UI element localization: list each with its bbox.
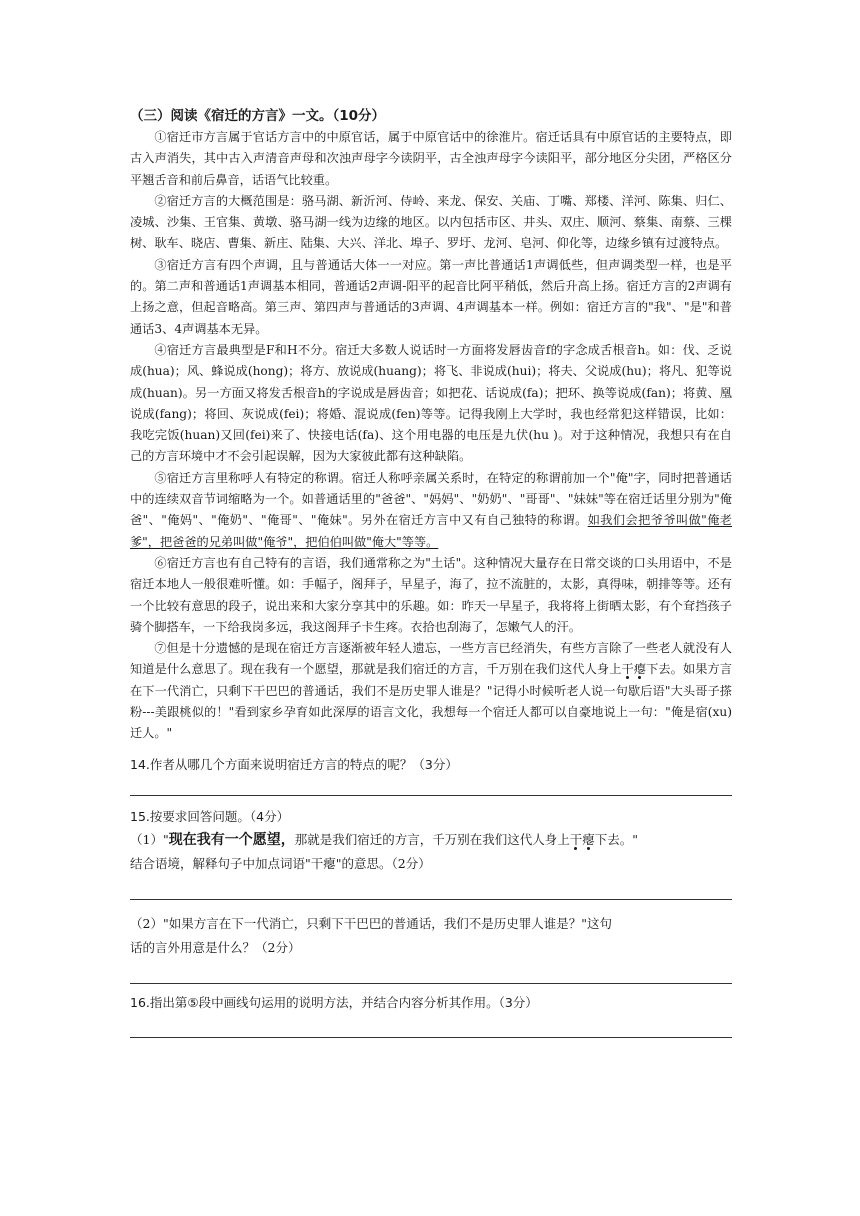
question-15-1-instruction: 结合语境，解释句子中加点词语"干瘪"的意思。（2分） <box>130 855 431 871</box>
paragraph-7-text-a: ⑦但是十分遗憾的是现在宿迁方言逐渐被年轻人遗忘，一些方言已经消失，有些方言除了一些老人就没有人知道是什么意思了。现在我有一个愿望，那就是我们宿迁的方言，千万别在我们这代人身上 <box>130 641 732 677</box>
paragraph-4: ④宿迁方言最典型是F和H不分。宿迁大多数人说话时一方面将发唇齿音f的字念成舌根音h。如：伐、乏说成(hua)；风、蜂说成(hong)；将方、放说成(huang)；将飞、非说成(hui)；将夫、父说成(hu)；将凡、犯等说成(huan)。另一方面又将发舌根音h的字说成是唇齿音；如把花、话说成(fa)；把环、换等说成(fan)；将黄、凰说成(fang)；将回、灰说成(fei)；将婚、混说成(fen)等等。记得我刚上大学时，我也经常犯这样错误，比如：我吃完饭(huan)又回(fei)来了、快接电话(fa)、这个用电器的电压是九伏(hu )。对于这种情况，我想只有在自己的方言环境中才不会引起误解，因为大家彼此都有这种缺陷。 <box>130 342 732 464</box>
answer-line-16[interactable] <box>130 1036 732 1038</box>
paragraph-5 <box>130 468 732 553</box>
question-16: 16.指出第⑤段中画线句运用的说明方法，并结合内容分析其作用。（3分） <box>130 994 538 1010</box>
paragraph-2: ②宿迁方言的大概范围是：骆马湖、新沂河、侍岭、来龙、保安、关庙、丁嘴、郑楼、洋河、陈集、归仁、凌城、沙集、王官集、黄墩、骆马湖一线为边缘的地区。以内包括市区、井头、双庄、顺河、蔡集、南蔡、三棵树、耿车、晓店、曹集、新庄、陆集、大兴、洋北、埠子、罗圩、龙河、皂河、仰化等，边缘乡镇有过渡特点。 <box>130 193 732 251</box>
dotted-char: 瘪 <box>633 662 647 677</box>
paragraph-6: ⑥宿迁方言也有自己特有的言语，我们通常称之为"土话"。这种情况大量存在日常交谈的口头用语中，不是宿迁本地人一般很难听懂。如：手幅子，阁拜子，早星子，海了，拉不流脏的，太影，真得味，朝排等等。还有一个比较有意思的段子，说出来和大家分享其中的乐趣。如：昨天一早星子，我将将上街晒太影，有个耷挡孩子骑个脚搭车，一下给我岗多远，我这阁拜子卡生疼。衣拾也刮海了，怎嫩气人的汗。 <box>130 555 732 634</box>
paragraph-7-text-b: 下去。如果方言在下一代消亡，只剩下干巴巴的普通话，我们不是历史罪人谁是？"记得小时候听老人说一句歇后语"大头哥子搽粉---美跟桃似的！"看到家乡孕育如此深厚的语言文化，我想每一个宿迁人都可以自豪地说上一句："俺是宿(xu)迁人。" <box>130 662 733 741</box>
quote-close: 下去。" <box>594 831 638 847</box>
emphasized-quote: 现在我有一个愿望， <box>168 831 295 848</box>
paragraph-5-text: ⑤宿迁方言里称呼人有特定的称谓。宿迁人称呼亲属关系时，在特定的称谓前加一个"俺"字，同时把普通话中的连续双音节词缩略为一个。如普通话里的"爸爸"、"妈妈"、"奶奶"、"哥哥"、"妹妹"等在宿迁话里分别为"俺爸"、"俺妈"、"俺奶"、"俺哥"、"俺妹"。另外在宿迁方言中又有自己独特的称谓。 <box>130 470 732 528</box>
paragraph-7 <box>130 638 732 744</box>
dotted-char: 干 <box>569 831 583 847</box>
paragraph-1: ①宿迁市方言属于官话方言中的中原官话，属于中原官话中的徐淮片。宿迁话具有中原官话的主要特点，即古入声消失，其中古入声清音声母和次浊声母字今读阴平，古全浊声母字今读阳平，部分地区分尖团，严格区分平翘舌音和前后鼻音，话语气比较重。 <box>130 130 732 187</box>
paragraph-3: ③宿迁方言有四个声调，且与普通话大体一一对应。第一声比普通话1声调低些，但声调类型一样，也是平的。第二声和普通话1声调基本相同，普通话2声调-阳平的起音比阿平稍低，然后升高上扬。宿迁方言的2声调有上扬之意，但起音略高。第三声、第四声与普通话的3声调、4声调基本一样。例如：宿迁方言的"我"、"是"和普通话3、4声调基本无异。 <box>130 257 732 336</box>
question-15-1 <box>130 828 732 852</box>
section-title: （三）阅读《宿迁的方言》一文。（10分） <box>130 108 386 124</box>
question-14: 14.作者从哪几个方面来说明宿迁方言的特点的呢？（3分） <box>130 756 458 772</box>
question-15-2-cont: 话的言外用意是什么？（2分） <box>130 939 301 955</box>
quote-open: （1）" <box>130 831 169 847</box>
dotted-word <box>622 662 647 676</box>
exam-page <box>130 106 732 1038</box>
quote-text: 那就是我们宿迁的方言，千万别在我们这代人身上 <box>294 831 570 847</box>
underlined-sentence: 如我们会把爷爷叫做"俺老爹"，把爸爸的兄弟叫做"俺爷"，把伯伯叫做"俺大"等等。 <box>130 513 732 549</box>
question-15-2: （2）"如果方言在下一代消亡，只剩下干巴巴的普通话，我们不是历史罪人谁是？"这句 <box>130 915 612 931</box>
dotted-char: 干 <box>621 662 634 677</box>
question-15: 15.按要求回答问题。（4分） <box>130 808 290 824</box>
dotted-char: 瘪 <box>582 831 595 847</box>
